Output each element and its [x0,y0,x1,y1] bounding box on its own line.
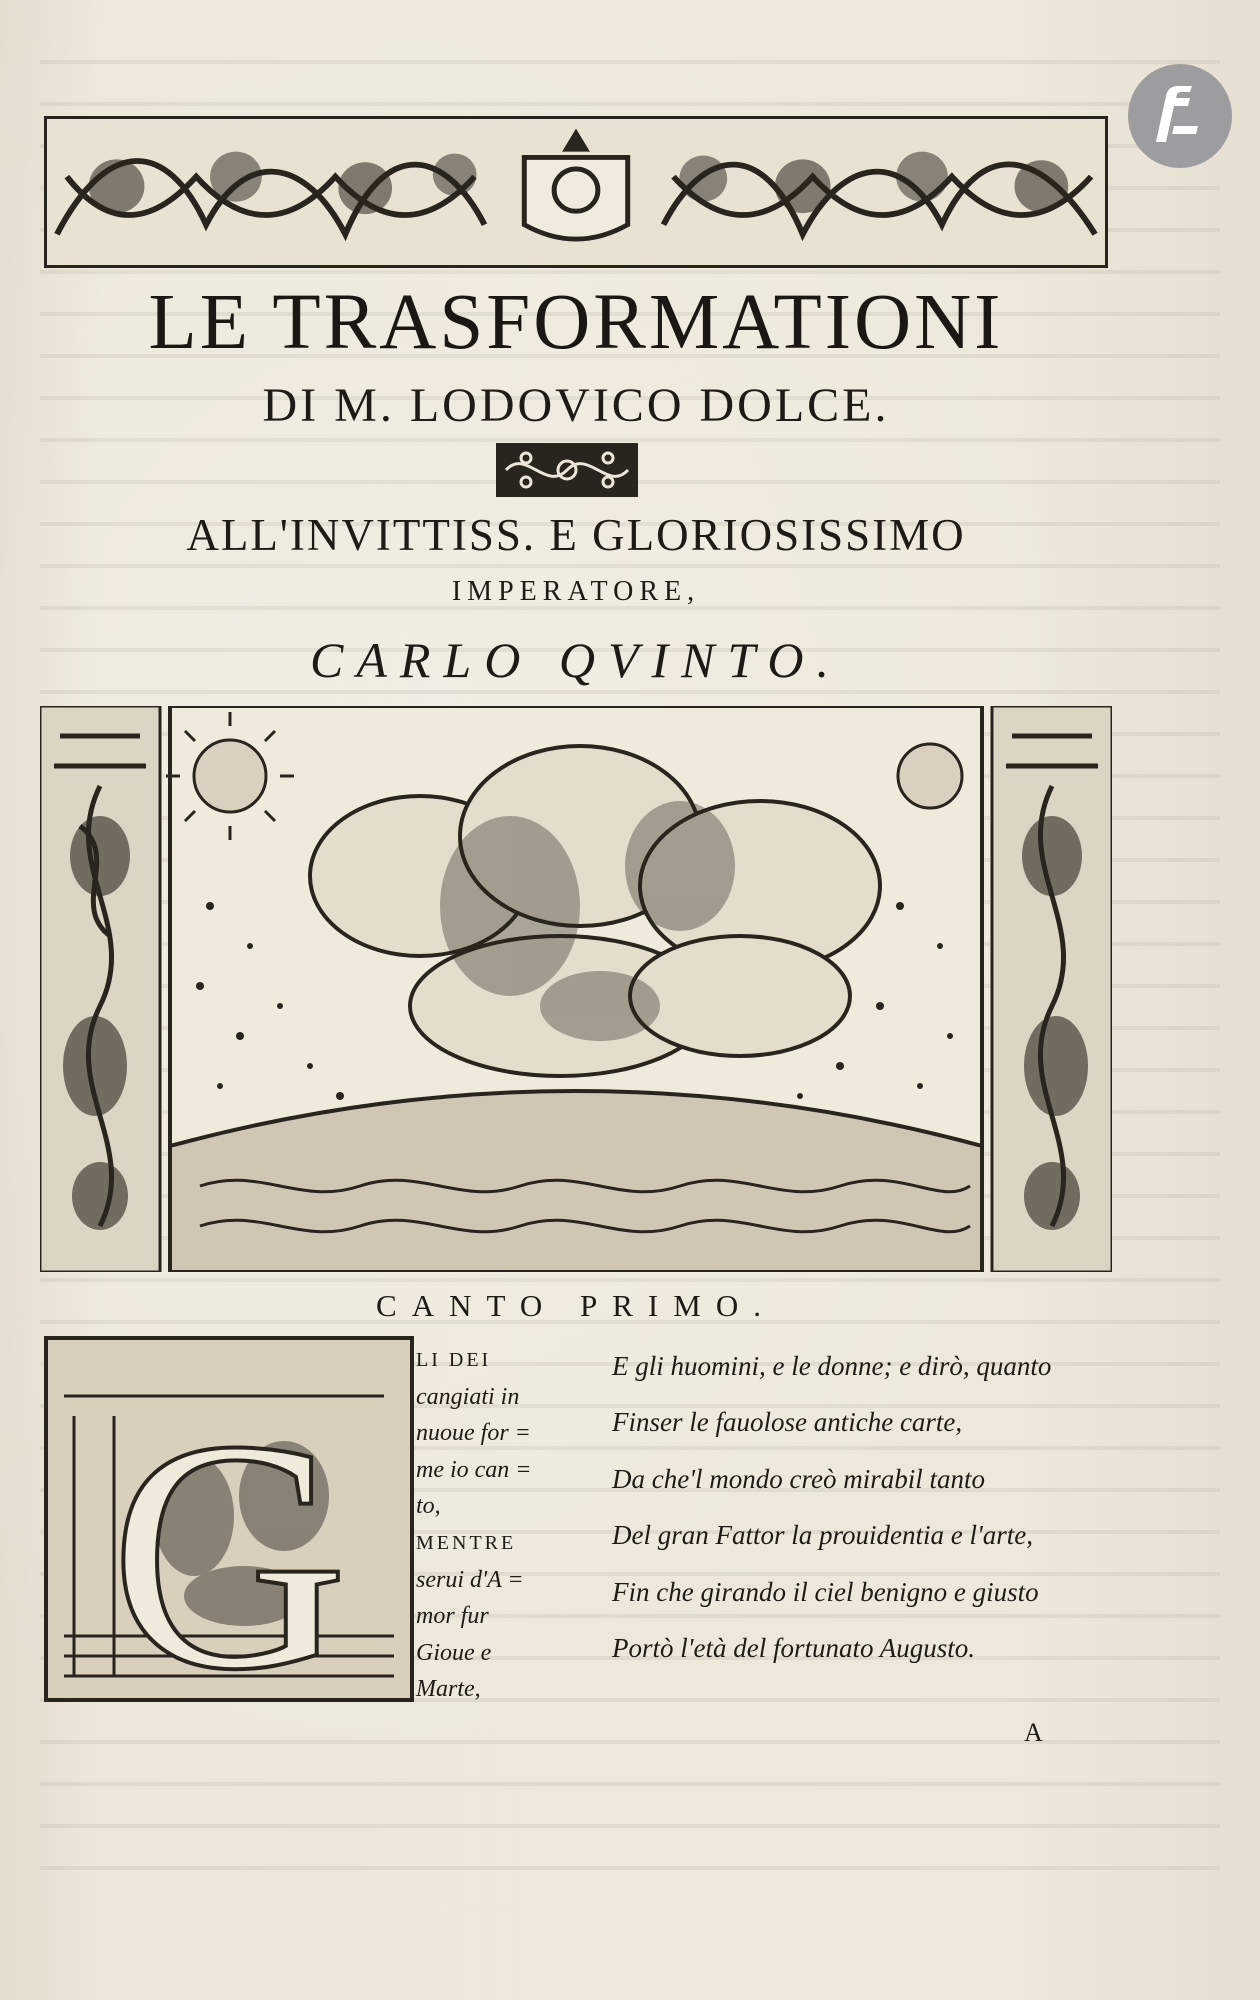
dedication-line-3: CARLO QVINTO. [309,632,842,688]
signature-mark: A [1024,1718,1043,1747]
stanza-wide-line: Finser le fauolose antiche carte, [612,1407,963,1438]
stanza-wide-line: E gli huomini, e le donne; e dirò, quanto [612,1351,1052,1381]
svg-text:G: G [109,1373,349,1702]
stanza-narrow-line: LI DEI [416,1349,492,1371]
stanza-wide-line: Fin che girando il ciel benigno e giusto [612,1576,1039,1607]
narrow-lines [416,1342,566,1708]
dedication-line-1: ALL'INVITTISS. E GLORIOSISSIMO [186,510,966,560]
stanza-narrow-line: serui d'A = [416,1566,524,1593]
auction-house-logo-icon [1128,64,1232,168]
dedication-line-2: IMPERATORE, [451,576,701,607]
opening-stanza-narrow-column [416,1342,566,1708]
stanza-narrow-line: to, [416,1493,441,1520]
stanza-wide-line: Del gran Fattor la prouidentia e l'arte, [612,1520,1033,1551]
canto-heading: CANTO PRIMO. [376,1288,776,1323]
stanza-narrow-line: Marte, [416,1676,481,1703]
stanza-narrow-line: mor fur [416,1603,489,1630]
stanza-narrow-line: nuoue for = [416,1420,531,1447]
stanza-narrow-line: cangiati in [416,1383,520,1410]
decorated-initial-letter [44,1336,414,1702]
stanza-narrow-line: Gioue e [416,1639,492,1666]
stanza-narrow-line: me io can = [416,1456,532,1483]
floral-vignette-ornament [496,443,638,497]
title-line-1: LE TRASFORMATIONI [148,279,1004,366]
stanza-wide-line: Da che'l mondo creò mirabil tanto [612,1463,985,1494]
creation-woodcut-illustration [40,706,1112,1272]
wide-lines [612,1338,1112,1676]
stanza-wide-line: Portò l'età del fortunato Augusto. [612,1633,976,1664]
stanza-narrow-line: MENTRE [416,1531,517,1554]
opening-stanza-wide-column [612,1338,1112,1676]
title-line-2: DI M. LODOVICO DOLCE. [262,379,890,432]
ornamental-frieze-banner [44,116,1108,268]
